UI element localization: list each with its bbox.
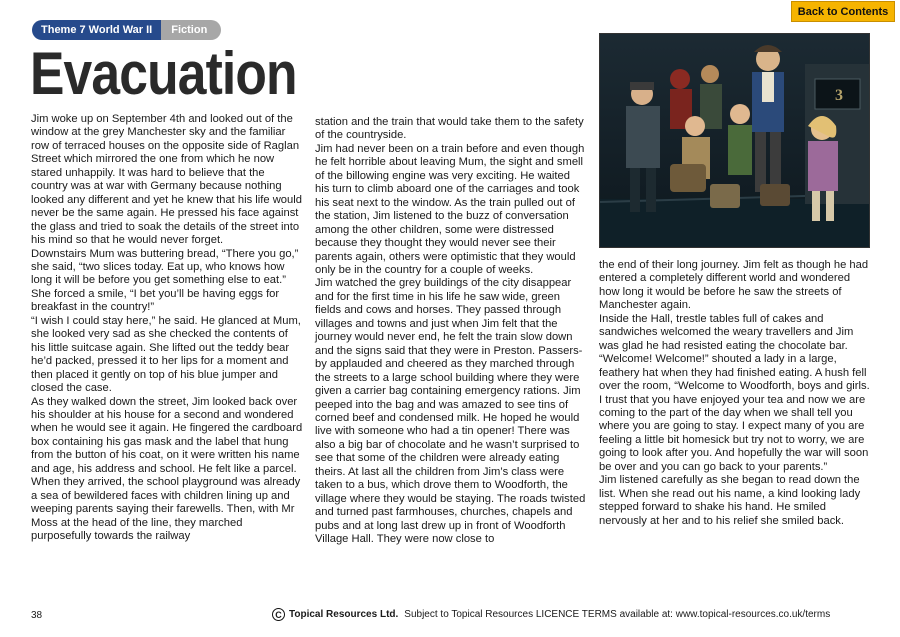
paragraph: Inside the Hall, trestle tables full of cakes and sandwiches welcomed the weary travellers and Jim was glad he had resisted eating the chocolate bar. “Welcome! Welcome!” shouted a lady in a large, feathery hat when they had finished eating. A hush fell over the room, “Welcome to Woodforth, boys and girls. I trust that you have enjoyed your tea and now we are coming to the part of the day when we shall tell you where you are going to stay. I expect many of you are feeling a little bit homesick but try not to worry, we are going to look after you. And hopefully the war will soon be over and you can go back to your parents.” xyxy=(599,312,870,473)
paragraph: the end of their long journey. Jim felt as though he had entered a completely different world and wondered how long it would be before he saw the streets of Manchester again. xyxy=(599,259,869,312)
theme-tag xyxy=(32,20,221,40)
page-number: 38 xyxy=(31,610,43,621)
text-column-3 xyxy=(599,259,871,528)
paragraph: Jim listened carefully as she began to read down the list. When she read out his name, a kind looking lady stepped forward to shake his hand. He smiled nervously at her and to his relief she smiled back. xyxy=(599,474,861,527)
copyright-icon: C xyxy=(272,608,285,621)
paragraph: When they arrived, the school playground was already a sea of bewildered faces with children lining up and weeping parents saying their farewells. Then, with Mr Moss at the head of the line, they marched purposefully towards the railway xyxy=(31,476,301,543)
paragraph: Jim woke up on September 4th and looked out of the window at the grey Manchester sky and the familiar row of terraced houses on the opposite side of Raglan Street which mirrored the one from which he now stared unhappily. It was hard to believe that the country was at war with Germany because nothing looked any different and yet he knew that his life would never be the same again. He pressed his face against the glass and tried to soak the details of the street into his mind so that he would never forget. xyxy=(31,113,302,247)
page-title: Evacuation xyxy=(30,40,297,107)
back-to-contents-button[interactable]: Back to Contents xyxy=(791,1,895,22)
platform-number: 3 xyxy=(835,87,843,104)
text-column-2 xyxy=(315,116,587,547)
paragraph: Jim watched the grey buildings of the city disappear and for the first time in his life he saw wide, green fields and cows and horses. They passed through villages and towns and just when Jim felt that the journey would never end, he felt the train slow down and the signs said that they were in Preston. Passers-by applauded and cheered as they marched through the streets to a large school building where they were given a carrier bag containing emergency rations. Jim peeped into the bag and was amazed to see tins of corned beef and condensed milk. He hoped he would live with someone who had a tin opener! There was also a big bar of chocolate and he wasn’t surprised to see that some of the children were already eating theirs. At last all the children from Jim’s class were taken to a bus, which drove them to Woodforth, the village where they would be staying. The roads twisted and turned past farmhouses, churches, chapels and pubs and at long last drew up in front of Woodforth Village Hall. They were now close to xyxy=(315,277,586,546)
paragraph: Downstairs Mum was buttering bread, “There you go,” she said, “two slices today. Eat up, who knows how long it will be before you get something else to eat.” She forced a smile, “I bet you’ll be having eggs for breakfast in the country!” xyxy=(31,247,299,314)
paragraph: As they walked down the street, Jim looked back over his shoulder at his house for a second and wondered when he would see it again. He fingered the cardboard box containing his gas mask and the label that hung from the button of his coat, on it were written his name and age, his address and school. He felt like a parcel. xyxy=(31,395,303,475)
genre-label: Fiction xyxy=(161,20,221,40)
paragraph: station and the train that would take them to the safety of the countryside. xyxy=(315,116,584,142)
evacuation-illustration xyxy=(599,33,870,248)
licence-line xyxy=(272,608,830,621)
licence-text: Subject to Topical Resources LICENCE TERMS available at: www.topical-resources.co.uk/terms xyxy=(404,609,831,620)
paragraph: Jim had never been on a train before and even though he felt horrible about leaving Mum, the sight and smell of the billowing engine was very exciting. He waited his turn to climb aboard one of the carriages and took his seat next to the window. As the train pulled out of the station, Jim listened to the buzz of conversation among the other children, some were distressed because they thought they would never see their parents again, others were optimistic that they would only be in the country for a couple of weeks. xyxy=(315,142,585,276)
text-column-1 xyxy=(31,113,303,544)
theme-label: Theme 7 World War II xyxy=(32,20,161,40)
publisher-name: Topical Resources Ltd. xyxy=(289,609,399,620)
evacuees-platform-scene xyxy=(600,34,870,248)
paragraph: “I wish I could stay here,” he said. He glanced at Mum, she looked very sad as she checked the contents of his little suitcase again. She lifted out the teddy bear he’d packed, pressed it to her lips for a moment and then placed it gently on top of his blue jumper and closed the case. xyxy=(31,314,301,395)
